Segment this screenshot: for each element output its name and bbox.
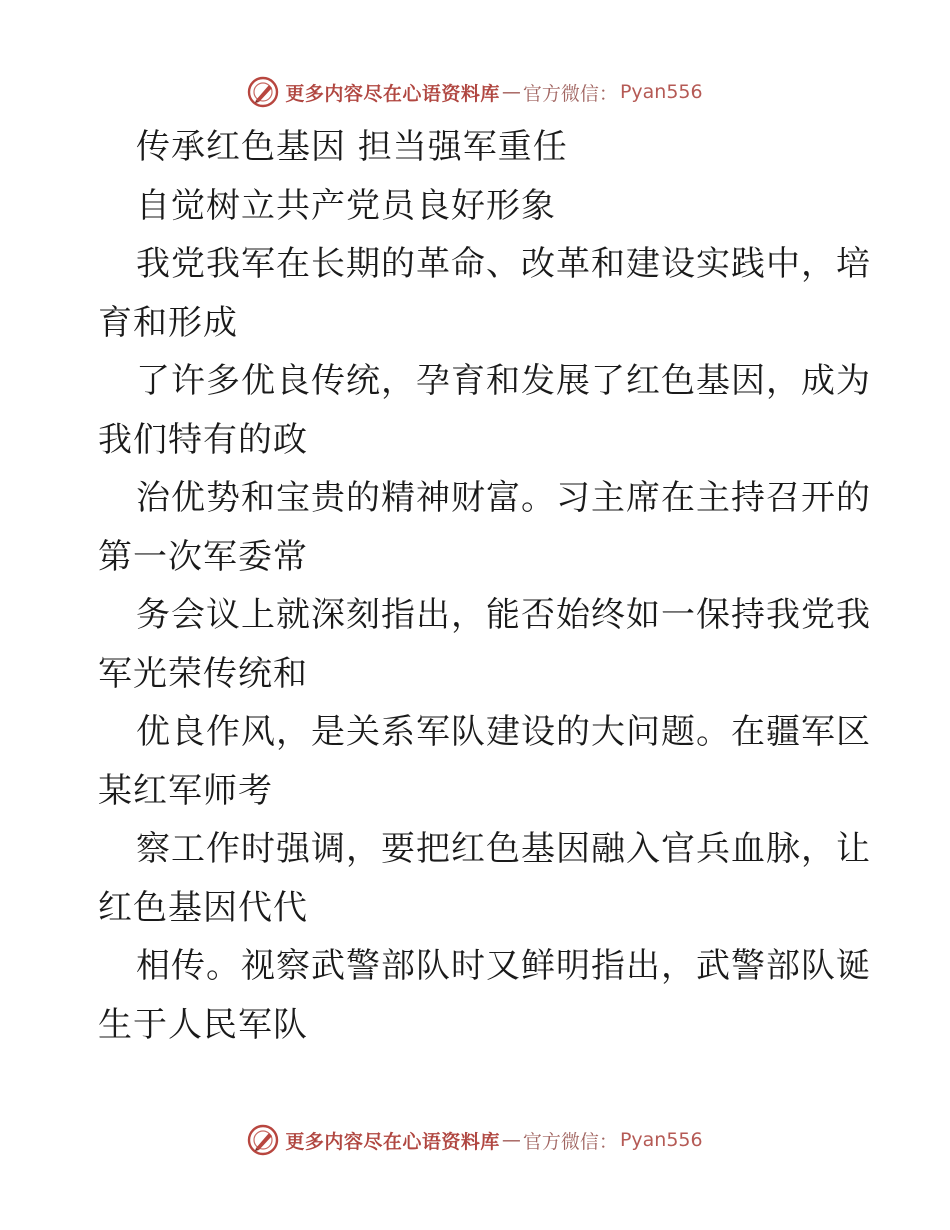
watermark-dash: — [501, 1129, 521, 1151]
watermark-dash: — [501, 81, 521, 103]
watermark-main-text: 更多内容尽在心语资料库 [285, 82, 500, 105]
paragraph-line: 优良作风，是关系军队建设的大问题。在疆军区 [136, 712, 871, 752]
document-body [98, 118, 871, 1054]
document-title: 传承红色基因 担当强军重任 [136, 127, 568, 167]
footer-watermark [0, 1120, 950, 1160]
paragraph-line: 治优势和宝贵的精神财富。习主席在主持召开的 [136, 478, 871, 518]
pen-logo-icon [247, 76, 279, 108]
paragraph-line: 我们特有的政 [98, 419, 308, 460]
watermark-wechat-id: Pyan556 [619, 81, 703, 103]
paragraph-line: 红色基因代代 [98, 887, 308, 928]
paragraph-line: 相传。视察武警部队时又鲜明指出，武警部队诞 [136, 946, 871, 986]
watermark-wechat-id: Pyan556 [619, 1129, 703, 1151]
document-subtitle: 自觉树立共产党员良好形象 [136, 185, 556, 226]
header-watermark [0, 72, 950, 112]
watermark-wechat-label: 官方微信： [522, 82, 618, 105]
paragraph-line: 军光荣传统和 [98, 653, 308, 694]
paragraph-line: 某红军师考 [98, 770, 273, 811]
paragraph-line: 育和形成 [98, 302, 238, 343]
pen-logo-icon [247, 1124, 279, 1156]
paragraph-line: 了许多优良传统，孕育和发展了红色基因，成为 [136, 361, 871, 401]
paragraph-line: 我党我军在长期的革命、改革和建设实践中，培 [136, 244, 871, 284]
paragraph-line: 生于人民军队 [98, 1004, 308, 1045]
paragraph-line: 第一次军委常 [98, 536, 308, 577]
watermark-wechat-label: 官方微信： [522, 1130, 618, 1153]
paragraph-line: 务会议上就深刻指出，能否始终如一保持我党我 [136, 595, 871, 635]
watermark-main-text: 更多内容尽在心语资料库 [285, 1130, 500, 1153]
paragraph-line: 察工作时强调，要把红色基因融入官兵血脉，让 [136, 829, 871, 869]
